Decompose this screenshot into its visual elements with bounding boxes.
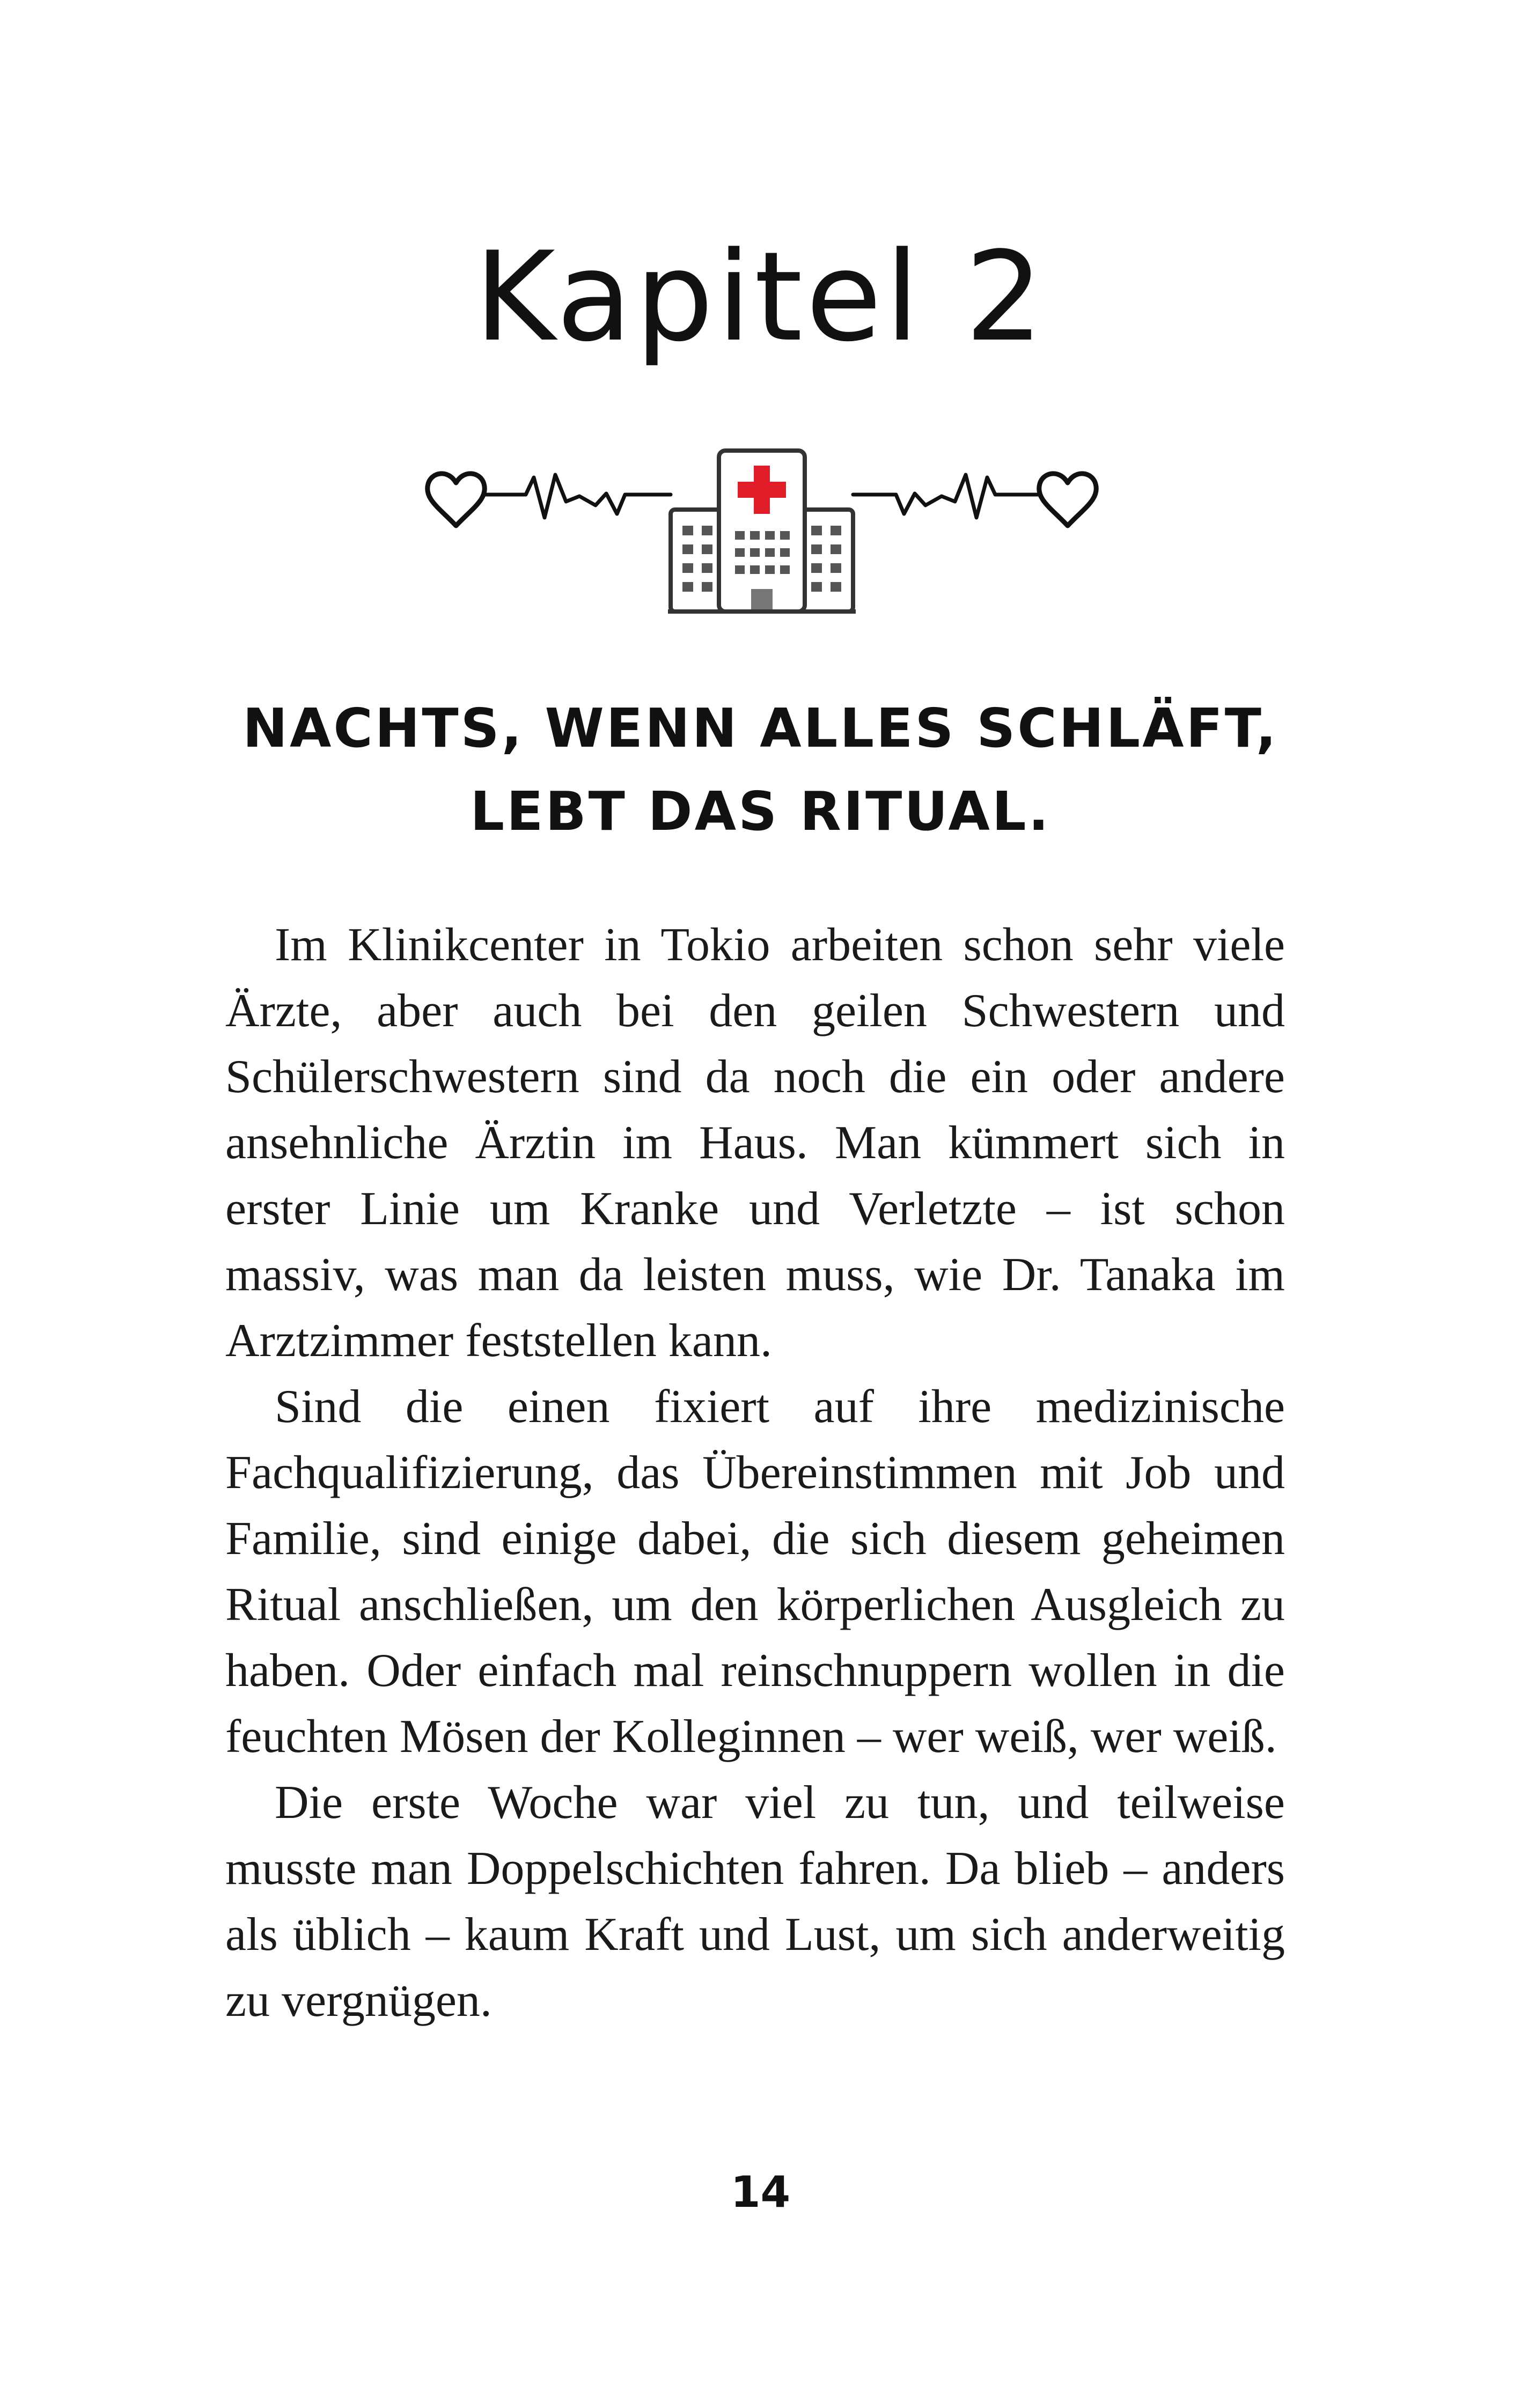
page-number: 14 bbox=[730, 2167, 791, 2217]
paragraph: Im Klinikcenter in Tokio arbeiten schon sehr viele Ärzte, aber auch bei den geilen Schwestern und Schülerschwestern sind da noch die ein oder andere ansehnliche Ärztin im Haus. Man kümmert sich in erster Linie um Kranke und Verletzte – ist schon massiv, was man da leisten muss, wie Dr. Tanaka im Arztzimmer feststellen kann. bbox=[225, 919, 1285, 1367]
subtitle-line-1: NACHTS, WENN ALLES SCHLÄFT, bbox=[243, 697, 1278, 760]
hospital-heartbeat-icon bbox=[418, 445, 1105, 617]
right-heart-icon bbox=[1039, 474, 1097, 526]
chapter-body bbox=[225, 912, 1285, 2034]
paragraph: Die erste Woche war viel zu tun, und teilweise musste man Doppelschichten fahren. Da blieb – anders als üblich – kaum Kraft und Lust, um sich anderweitig zu vergnügen. bbox=[225, 1777, 1285, 2027]
left-heartbeat-line bbox=[484, 475, 671, 518]
paragraph: Sind die einen fixiert auf ihre medizinische Fachqualifizierung, das Übereinstimmen mit Job und Familie, sind einige dabei, die sich diesem geheimen Ritual anschließen, um den körperlichen Ausgleich zu haben. Oder einfach mal reinschnuppern wollen in die feuchten Mösen der Kolleginnen – wer weiß, wer weiß. bbox=[225, 1381, 1285, 1763]
left-heart-icon bbox=[428, 474, 485, 526]
subtitle-line-2: LEBT DAS RITUAL. bbox=[470, 780, 1051, 843]
right-heartbeat-line bbox=[853, 475, 1040, 518]
chapter-subtitle bbox=[0, 687, 1521, 853]
chapter-title: Kapitel 2 bbox=[474, 226, 1047, 369]
